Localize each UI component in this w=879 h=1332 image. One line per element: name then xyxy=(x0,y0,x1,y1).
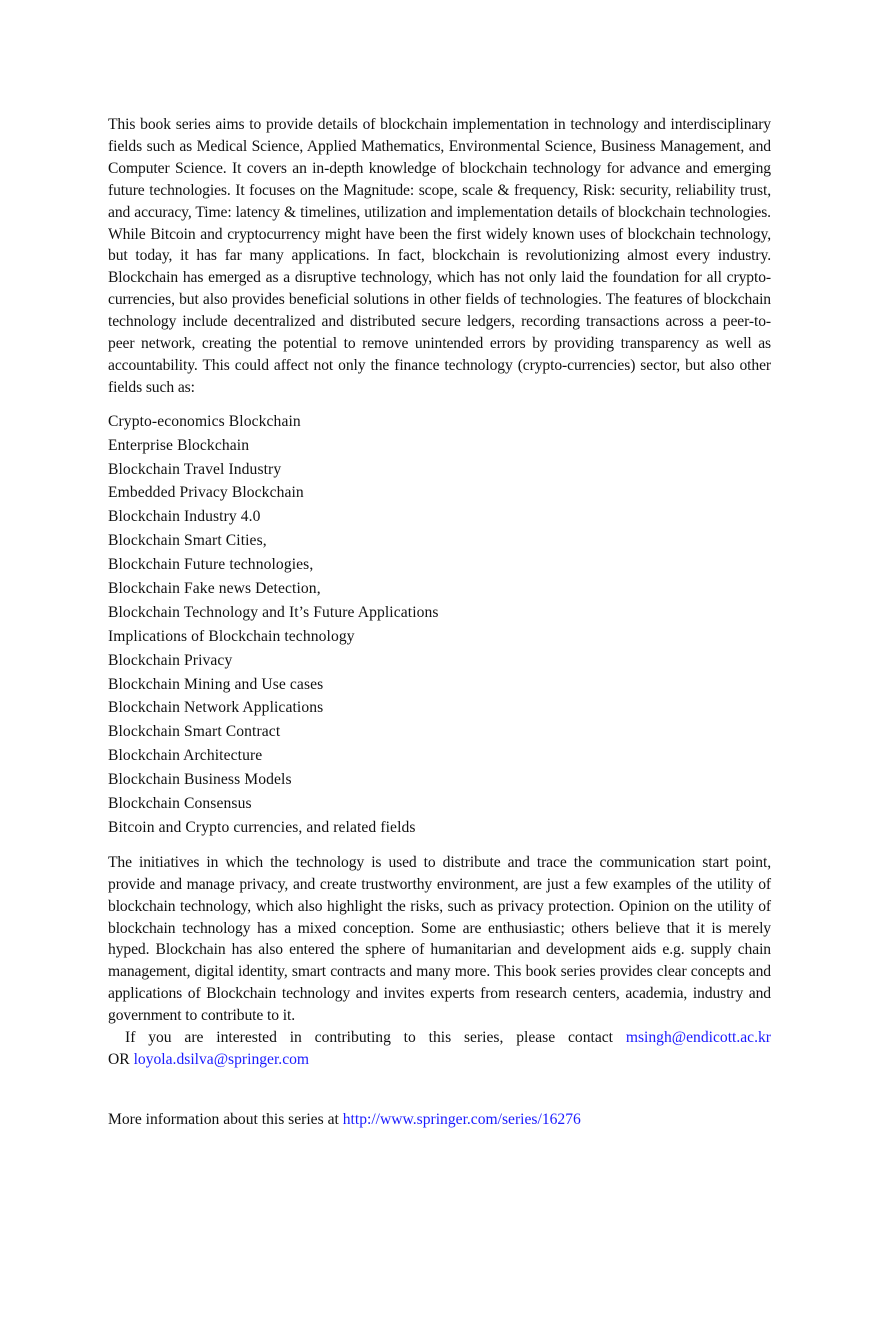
email-link-msingh[interactable]: msingh@endicott.ac.kr xyxy=(625,1029,771,1047)
contact-separator: OR xyxy=(108,1050,130,1068)
field-item: Blockchain Travel Industry xyxy=(108,460,282,478)
second-paragraph: The initiatives in which the technology is used to distribute and trace the communication start point, provide and manage privacy, and create trustworthy environment, are just a few examples of the utility of blockchain technology, which also highlight the risks, such as privacy protection. Opinion on the utility of blockchain technology has a mixed conception. Some are enthusiastic; others believe that it is merely hyped. Blockchain has also entered the sphere of humanitarian and development aids e.g. supply chain management, digital identity, smart contracts and many more. This book series provides clear concepts and applications of Blockchain technology and invites experts from research centers, academia, industry and government to contribute to it. xyxy=(108,853,771,1025)
field-item: Blockchain Business Models xyxy=(108,771,292,789)
more-info-line xyxy=(108,1109,771,1131)
fields-list xyxy=(108,410,771,840)
field-item: Blockchain Smart Contract xyxy=(108,723,281,741)
field-item: Implications of Blockchain technology xyxy=(108,627,355,645)
series-description-page xyxy=(108,114,771,1131)
more-info-prefix: More information about this series at xyxy=(108,1110,339,1128)
contact-prefix: If you are interested in contributing to this series, please contact xyxy=(125,1029,614,1047)
field-item: Blockchain Future technologies, xyxy=(108,556,314,574)
field-item: Blockchain Fake news Detection, xyxy=(108,580,321,598)
email-link-loyola[interactable]: loyola.dsilva@springer.com xyxy=(133,1050,310,1068)
field-item: Blockchain Industry 4.0 xyxy=(108,508,261,526)
field-item: Blockchain Privacy xyxy=(108,651,233,669)
field-item: Crypto-economics Blockchain xyxy=(108,412,301,430)
field-item: Blockchain Technology and It’s Future Applications xyxy=(108,603,439,621)
series-url-link[interactable]: http://www.springer.com/series/16276 xyxy=(342,1110,581,1128)
field-item: Blockchain Network Applications xyxy=(108,699,324,717)
field-item: Blockchain Architecture xyxy=(108,747,263,765)
field-item: Blockchain Mining and Use cases xyxy=(108,675,324,693)
field-item: Enterprise Blockchain xyxy=(108,436,250,454)
field-item: Blockchain Consensus xyxy=(108,795,252,813)
field-item: Embedded Privacy Blockchain xyxy=(108,484,304,502)
contact-paragraph-line2 xyxy=(108,1049,771,1071)
field-item: Bitcoin and Crypto currencies, and related fields xyxy=(108,818,416,836)
contact-paragraph xyxy=(108,1027,771,1049)
field-item: Blockchain Smart Cities, xyxy=(108,532,267,550)
intro-paragraph: This book series aims to provide details of blockchain implementation in technology and interdisciplinary fields such as Medical Science, Applied Mathematics, Environmental Science, Business Management, and Computer Science. It covers an in-depth knowledge of blockchain technology for advance and emerging future technologies. It focuses on the Magnitude: scope, scale & frequency, Risk: security, reliability trust, and accuracy, Time: latency & timelines, utilization and implementation details of blockchain technologies. While Bitcoin and cryptocurrency might have been the first widely known uses of blockchain technology, but today, it has far many applications. In fact, blockchain is revolutionizing almost every industry. Blockchain has emerged as a disruptive technology, which has not only laid the foundation for all crypto-currencies, but also provides beneficial solutions in other fields of technologies. The features of blockchain technology include decentralized and distributed secure ledgers, recording transactions across a peer-to-peer network, creating the potential to remove unintended errors by providing transparency as well as accountability. This could affect not only the finance technology (crypto-currencies) sector, but also other fields such as: xyxy=(108,116,771,396)
